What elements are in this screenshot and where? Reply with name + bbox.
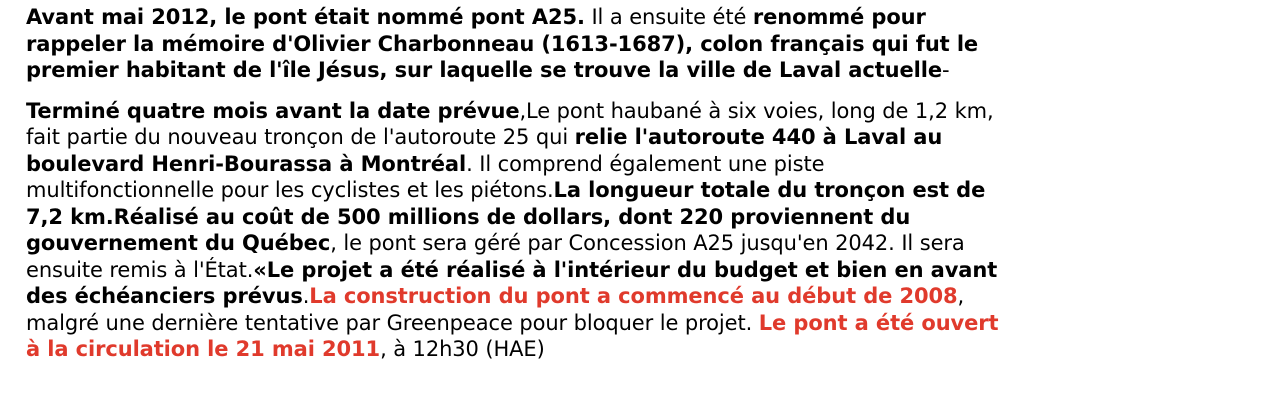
text-segment: , le pont sera géré par Concession A25 jusqu'en 2042. Il sera ensuite remis à l'État. [26, 231, 965, 282]
article-body [26, 4, 1016, 363]
text-segment-bold: Avant mai 2012, le pont était nommé pont A25. [26, 5, 585, 29]
text-segment-bold: relie l'autoroute 440 à Laval au boulevard Henri-Bourassa à Montréal [26, 125, 943, 176]
text-segment: . Il comprend également une piste multifonctionnelle pour les cyclistes et les piétons. [26, 151, 825, 202]
text-segment-bold: Terminé quatre mois avant la date prévue [26, 98, 520, 123]
text-segment: Il a ensuite été [584, 5, 753, 29]
text-segment: , malgré une dernière tentative par Greenpeace pour bloquer le projet. [26, 284, 965, 335]
text-segment-highlight: La construction du pont a commencé au début de 2008 [309, 284, 958, 308]
paragraph-renaming [26, 4, 1016, 84]
text-segment-bold: renommé pour rappeler la mémoire d'Olivier Charbonneau (1613-1687), colon français qui fut le premier habitant de l'île Jésus, sur laquelle se trouve la ville de Laval actuelle [26, 5, 979, 82]
text-segment-bold: «Le projet a été réalisé à l'intérieur du budget et bien en avant des échéanciers prévus [26, 257, 998, 308]
text-segment: , à 12h30 (HAE) [380, 337, 545, 361]
text-segment: - [942, 58, 950, 82]
text-segment-highlight: Le pont a été ouvert à la circulation le 21 mai 2011 [26, 310, 999, 361]
text-segment: ,Le pont haubané à six voies, long de 1,2 km, fait partie du nouveau tronçon de l'autoroute 25 qui [26, 98, 994, 149]
paragraph-construction [26, 98, 1016, 363]
text-segment: . [302, 284, 310, 308]
text-segment-bold: La longueur totale du tronçon est de 7,2 km.Réalisé au coût de 500 millions de dollars, dont 220 proviennent du gouvernement du Québec [26, 178, 986, 255]
